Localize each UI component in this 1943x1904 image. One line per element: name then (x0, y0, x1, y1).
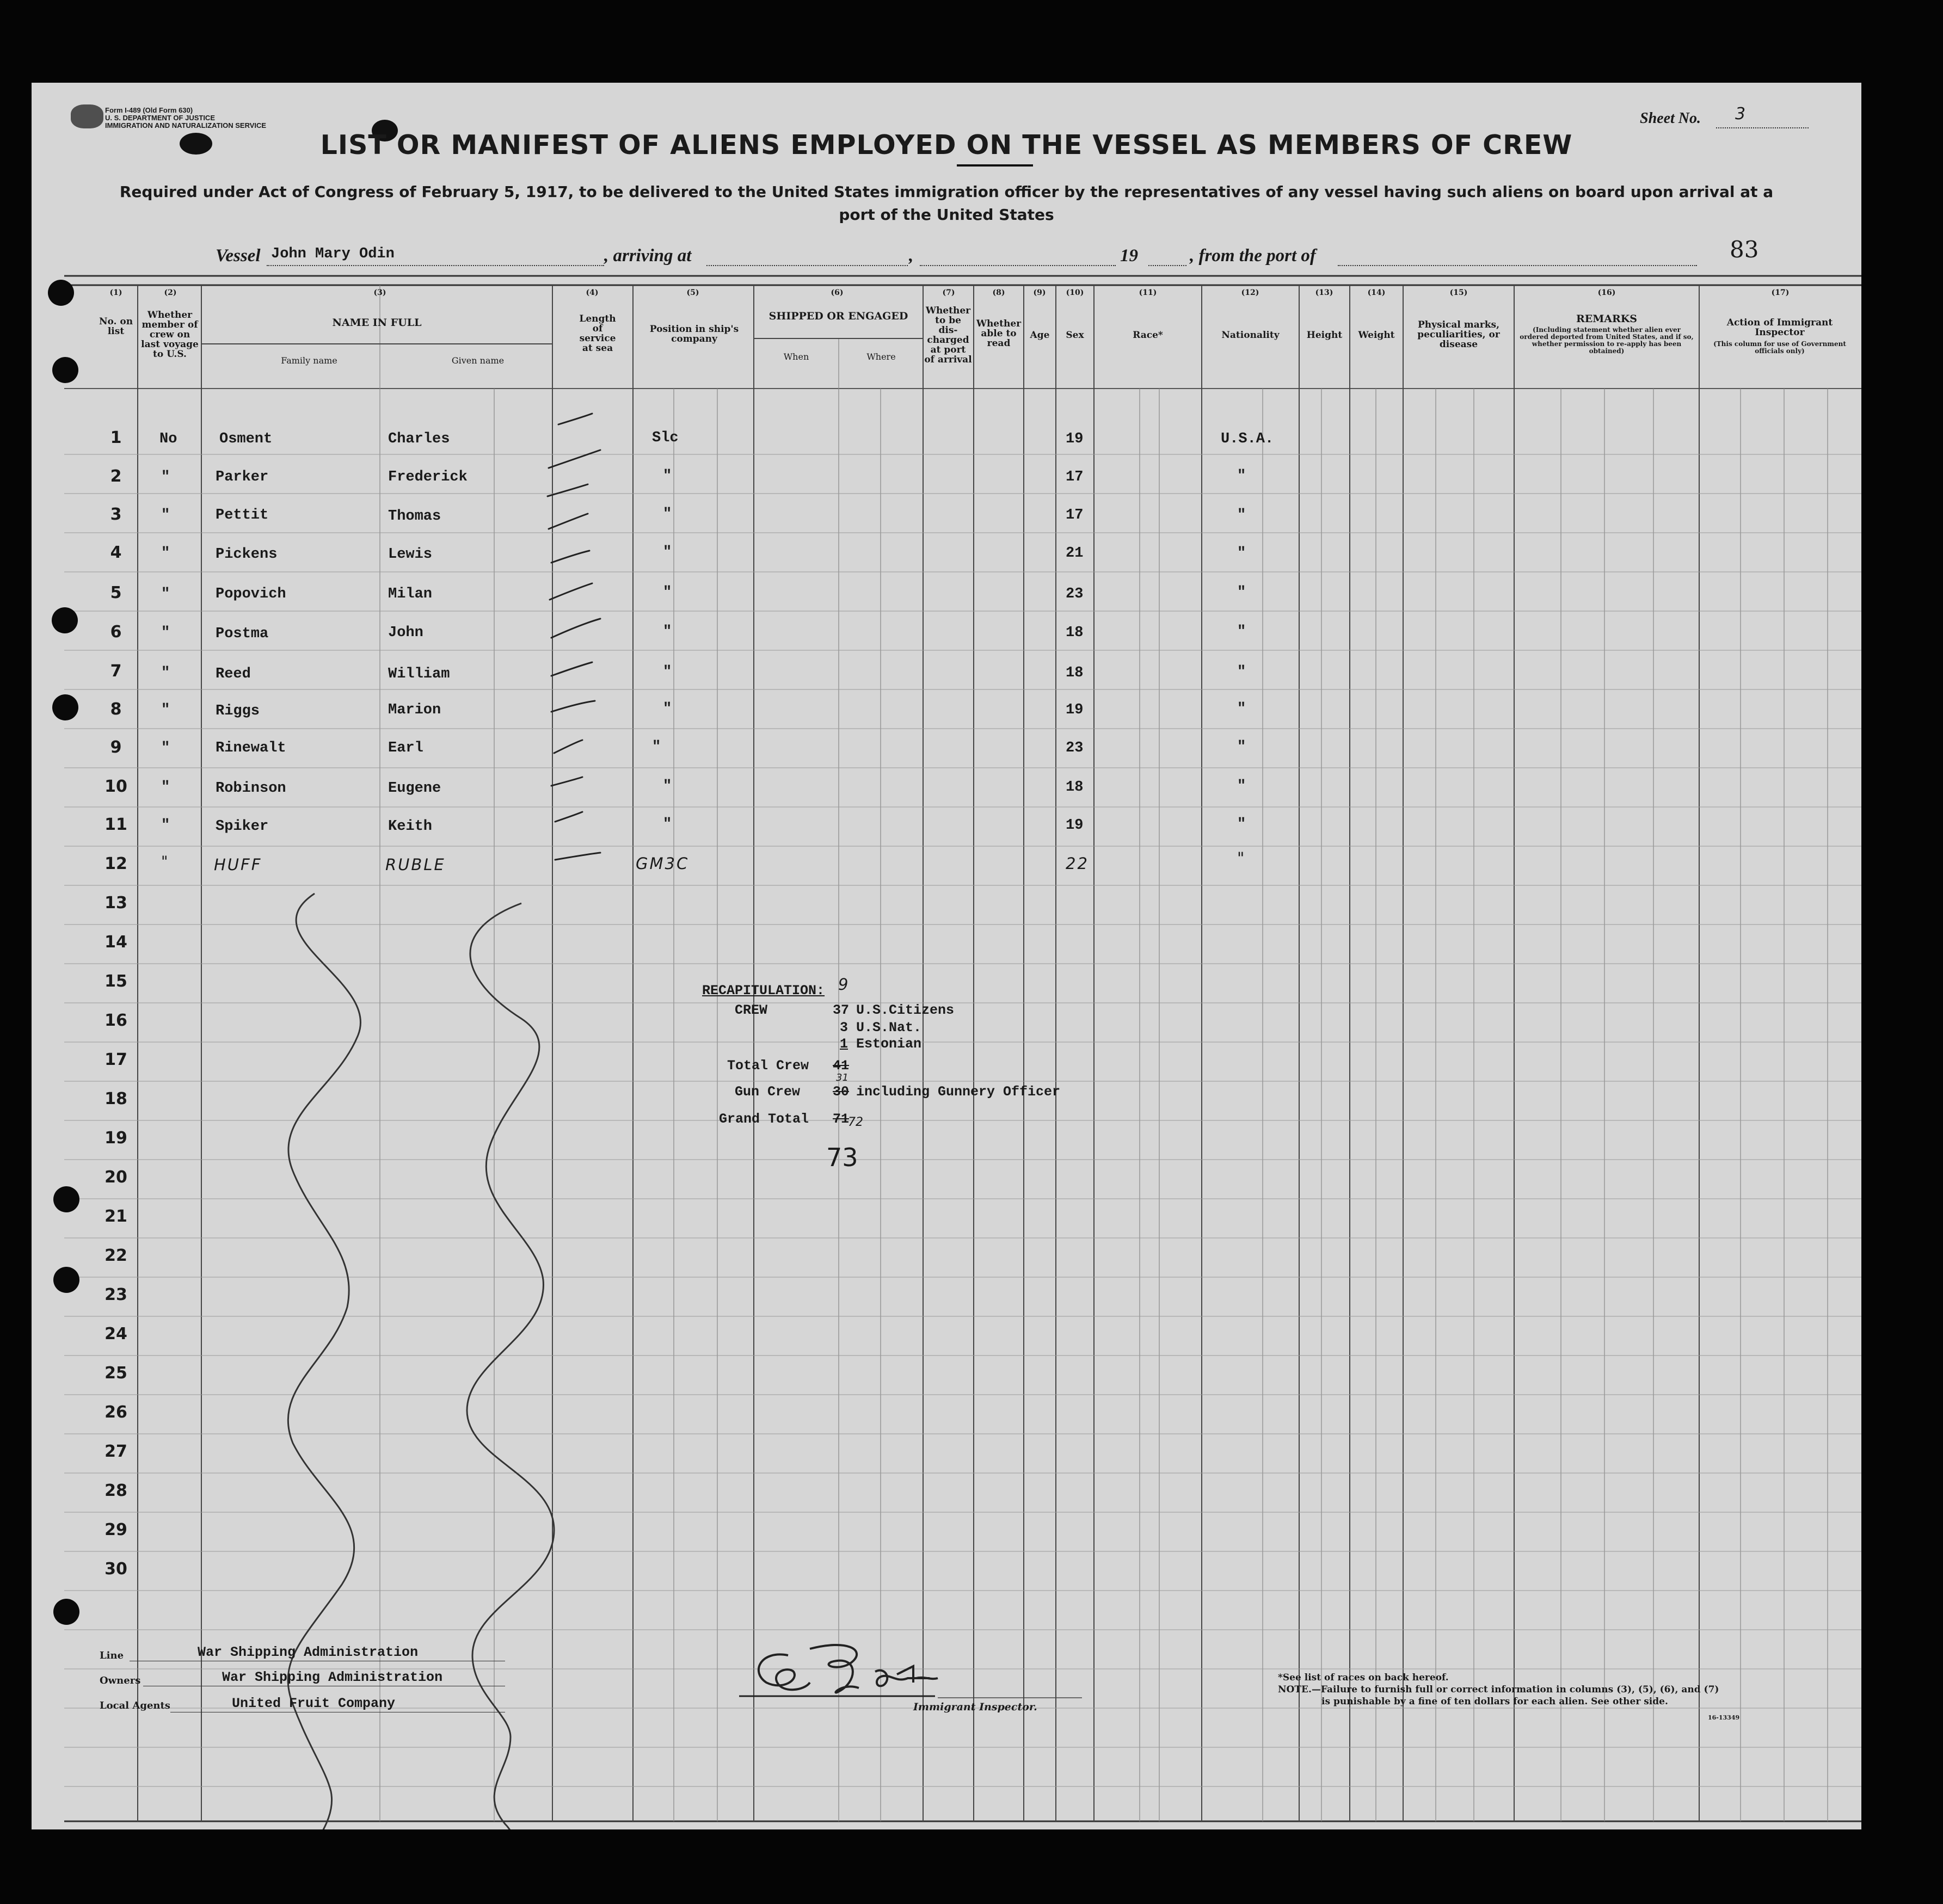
cell-nationality: " (1237, 584, 1246, 601)
row-number: 5 (110, 583, 122, 602)
recap-gun-label: Gun Crew (735, 1084, 801, 1100)
note-text1: —Failure to furnish full or correct information in columns (3), (5), (6), and (7) (1311, 1684, 1719, 1695)
vessel-label: Vessel (216, 246, 261, 266)
recap-gun-note: including Gunnery Officer (856, 1084, 1061, 1100)
col-num-2: (2) (164, 288, 177, 297)
row-number: 14 (104, 933, 127, 952)
hdr-no-on-list: No. on list (99, 316, 133, 337)
row-number: 11 (104, 815, 127, 834)
hdr-sex: Sex (1066, 330, 1084, 341)
recap-grand-label: Grand Total (719, 1111, 809, 1127)
binder-hole (52, 694, 78, 720)
col-num-15: (15) (1449, 288, 1468, 297)
cell-family-name: Postma (216, 626, 269, 642)
col-num-9: (9) (1033, 288, 1046, 297)
service: IMMIGRATION AND NATURALIZATION SERVICE (105, 121, 267, 130)
row-number: 4 (110, 543, 122, 562)
col-num-8: (8) (992, 288, 1005, 297)
cell-member: " (161, 779, 170, 796)
row-number: 8 (110, 700, 122, 719)
cell-age: 18 (1066, 779, 1084, 796)
cell-family-name: Spiker (216, 818, 269, 835)
col-num-12: (12) (1241, 288, 1259, 297)
cell-given-name: Milan (388, 586, 433, 602)
cell-position: " (663, 664, 672, 680)
row-number: 15 (104, 972, 127, 991)
line-label: Line (100, 1650, 124, 1661)
row-number: 18 (104, 1089, 127, 1108)
cell-given-name: Keith (388, 818, 433, 835)
hdr-when: When (783, 352, 809, 362)
hdr-where: Where (866, 352, 896, 362)
cell-given-name: John (388, 625, 423, 641)
col-num-1: (1) (109, 288, 122, 297)
binder-hole (53, 1186, 79, 1212)
form-number: Form I-489 (Old Form 630) (105, 106, 193, 114)
recap-grand-num: 71 (833, 1111, 850, 1127)
row-number: 19 (104, 1129, 127, 1148)
row-number: 23 (104, 1285, 127, 1304)
hdr-member-last-voyage: Whether member of crew on last voyage to U.S. (141, 310, 199, 360)
cell-position: " (663, 624, 672, 640)
cell-position: " (663, 701, 672, 717)
cell-given-name: Thomas (388, 508, 441, 525)
col-num-6: (6) (831, 288, 844, 297)
arriving-label: , arriving at (604, 246, 692, 266)
cell-family-name: Osment (219, 431, 273, 447)
cell-position: " (663, 506, 672, 522)
cell-nationality: " (1237, 624, 1246, 640)
recap-gun-correction: 31 (836, 1072, 848, 1083)
recap-gun-num: 30 (833, 1084, 850, 1100)
cell-age: 23 (1066, 740, 1084, 756)
cell-member: " (161, 507, 170, 523)
cell-member: No (159, 431, 177, 447)
hdr-remarks: REMARKS (1576, 313, 1638, 325)
cell-family-name: Pettit (216, 507, 269, 523)
cell-nationality: " (1237, 664, 1246, 680)
cell-nationality: " (1237, 468, 1246, 484)
cell-nationality: " (1237, 507, 1246, 523)
cell-age: 21 (1066, 545, 1084, 562)
cell-position: " (663, 584, 672, 601)
year-label: 19 (1120, 246, 1138, 266)
hdr-able-read: Whether able to read (976, 318, 1022, 349)
row-number: 16 (104, 1011, 127, 1030)
recap-estonian-num: 1 (840, 1036, 848, 1052)
races-note: *See list of races on back hereof. (1278, 1672, 1449, 1683)
row-number: 22 (104, 1246, 127, 1265)
recap-nat-label: U.S.Nat. (856, 1020, 922, 1036)
agents-label: Local Agents (100, 1700, 170, 1711)
hdr-weight: Weight (1358, 330, 1395, 341)
row-number: 25 (104, 1364, 127, 1383)
cell-family-name: Rinewalt (216, 740, 286, 756)
recap-estonian-label: Estonian (856, 1036, 922, 1052)
cell-age: 22 (1066, 854, 1089, 873)
cell-given-name: Eugene (388, 780, 441, 797)
recap-grand-correction: 72 (848, 1116, 863, 1129)
recap-nat-num: 3 (840, 1020, 848, 1036)
cell-age: 19 (1066, 817, 1084, 834)
cell-member: " (161, 853, 168, 870)
cell-given-name: Lewis (388, 546, 433, 563)
row-number: 2 (110, 467, 122, 486)
cell-member: " (161, 665, 170, 681)
binder-hole (48, 280, 74, 306)
hdr-position: Position in ship's company (649, 324, 739, 344)
col-num-7: (7) (942, 288, 955, 297)
cell-family-name: Pickens (216, 546, 278, 563)
hdr-action: Action of Immigrant Inspector (1726, 317, 1833, 338)
page-title: LIST OR MANIFEST OF ALIENS EMPLOYED ON THE VESSEL AS MEMBERS OF CREW (320, 130, 1573, 161)
hdr-race: Race* (1133, 330, 1163, 341)
hdr-height: Height (1306, 330, 1343, 341)
binder-hole (52, 607, 78, 633)
recap-crew-label: CREW (735, 1002, 768, 1018)
recap-total-label: Total Crew (727, 1058, 809, 1074)
recap-citizens-correction: 9 (838, 975, 848, 994)
hdr-remarks-note: (Including statement whether alien ever ordered deported from United States, and if so, whether permission to re-apply has been obtained) (1520, 326, 1694, 355)
cell-position: " (663, 468, 672, 484)
cell-given-name: William (388, 666, 450, 682)
cell-given-name: Earl (388, 740, 423, 756)
cell-member: " (161, 817, 170, 834)
cell-family-name: Reed (216, 666, 251, 682)
binder-hole (53, 1599, 79, 1625)
cell-position: GM3C (636, 854, 690, 873)
agents-value: United Fruit Company (232, 1696, 396, 1711)
owners-label: Owners (100, 1675, 141, 1686)
row-number: 10 (104, 777, 127, 796)
hdr-given-name: Given name (451, 355, 505, 366)
hdr-physical-marks: Physical marks, peculiarities, or disease (1417, 319, 1500, 350)
col-num-11: (11) (1139, 288, 1157, 297)
col-num-4: (4) (586, 288, 599, 297)
cell-family-name: Parker (216, 469, 269, 485)
recap-total-num: 41 (833, 1058, 850, 1074)
recap-citizens-num: 37 (833, 1002, 850, 1018)
col-num-10: (10) (1066, 288, 1084, 297)
line-value: War Shipping Administration (198, 1644, 419, 1660)
hdr-name-in-full: NAME IN FULL (332, 317, 422, 329)
cell-given-name: Marion (388, 702, 441, 718)
col-num-17: (17) (1771, 288, 1790, 297)
cell-family-name: HUFF (214, 855, 262, 874)
cell-given-name: Charles (388, 431, 450, 447)
cell-age: 19 (1066, 702, 1084, 718)
recap-heading: RECAPITULATION: (702, 983, 825, 999)
cell-position: " (663, 816, 672, 833)
row-number: 9 (110, 738, 122, 757)
page-number: 83 (1730, 236, 1759, 263)
row-number: 24 (104, 1324, 127, 1344)
subtitle-line1: Required under Act of Congress of February 5, 1917, to be delivered to the United States immigration officer by the representatives of any vessel having such aliens on board upon arrival at a (119, 183, 1774, 201)
port-label: , from the port of (1190, 246, 1316, 266)
cell-position: " (663, 778, 672, 794)
col-num-3: (3) (373, 288, 386, 297)
cell-member: " (161, 469, 170, 485)
col-num-13: (13) (1315, 288, 1333, 297)
inspector-label: Immigrant Inspector. (913, 1701, 1037, 1713)
manifest-sheet: Form I-489 (Old Form 630) U. S. DEPARTMENT OF JUSTICE IMMIGRATION AND NATURALIZATION SERVICE Sheet No. 3 LIST OR MANIFEST OF ALIENS EMPLOYED ON THE VESSEL AS MEMBERS OF CREW Required under Act of Congress of February 5, 1917, to be delivered to the United States immigration officer by the representatives of any vessel having such aliens on board upon arrival at a port of the United States Vessel John Mary Odin , arriving at , 19 , from the port of 83 (1) (2) (3) (4) (5) (6) (7) (8) (9) (10) (11) (12) (13) (14) (15) (16) (17) No. on list Whether member of crew on last voyage to U.S. NAME IN FULL Family name Given name Length of service at sea Position in ship's company SHIPPED OR ENGAGED When Where Whether to be dis-charged at port of arrival Whether able to read Age Sex Race* Nationality Height Weight Physical marks, peculiarities, or disease REMARKS (Including statement whether alien ever ordered deported from United States, and if so, whether permission to re-apply has been obtained) Action of Immigrant Inspector (This column for use of Government officials only) 1 No Osment Charles Slc 19 U.S.A. 2 " Parker Frederick " 17 " 3 " Pettit Thomas " 17 " 4 " Pickens Lewis " 21 " 5 " Popovich Milan " 23 " 6 " Postma John " 18 " 7 " Reed William " 18 " 8 " Riggs Marion " 19 " 9 " Rinewalt Earl " 23 " 10 " Robinson Eugene " 18 " 11 " Spiker Keith " 19 " 12 " HUFF RUBLE GM3C 22 " 13 14 15 16 17 18 19 20 21 22 23 24 25 26 27 28 29 30 RECAPITULATION: 9 CREW 37 U.S.Citizens 3 U.S.Nat. 1 Estonian Total Crew 41 31 Gun Crew 30 including Gunnery Officer Grand Total 71 72 73 Line War Shipping Administration Owners War Shipping Administration Local Agents United Fruit Company Immigrant Inspector. *See list of races on back hereof. NOTE.—Failure to furnish full or correct information in columns (3), (5), (6), and (7) is punishable by a fine of ten dollars for each alien. See other side. 16-13349 (32, 83, 1861, 1829)
cell-age: 18 (1066, 665, 1084, 681)
cell-nationality: " (1237, 816, 1246, 833)
cell-nationality: " (1237, 739, 1246, 755)
recap-grand-final: 73 (826, 1143, 858, 1172)
row-number: 7 (110, 662, 122, 681)
col-num-16: (16) (1597, 288, 1616, 297)
cell-age: 17 (1066, 469, 1084, 485)
hdr-discharged: Whether to be dis-charged at port of arrival (924, 305, 972, 365)
row-number: 6 (110, 623, 122, 642)
cell-position: Slc (652, 430, 679, 446)
hdr-family-name: Family name (281, 355, 337, 366)
cell-family-name: Popovich (216, 586, 286, 602)
cell-nationality: " (1237, 545, 1246, 562)
row-number: 28 (104, 1481, 127, 1500)
cell-nationality: " (1237, 701, 1246, 717)
row-number: 27 (104, 1442, 127, 1461)
subtitle-line2: port of the United States (839, 206, 1054, 224)
cell-nationality: " (1237, 849, 1246, 867)
department: U. S. DEPARTMENT OF JUSTICE (105, 114, 215, 122)
row-number: 1 (110, 428, 122, 447)
row-number: 13 (104, 894, 127, 913)
cell-family-name: Robinson (216, 780, 286, 797)
sheet-label: Sheet No. (1640, 110, 1701, 127)
cell-given-name: RUBLE (385, 855, 446, 874)
col-num-5: (5) (686, 288, 699, 297)
cell-age: 19 (1066, 431, 1084, 447)
recap-citizens-label: U.S.Citizens (856, 1002, 955, 1018)
owners-value: War Shipping Administration (222, 1669, 443, 1685)
row-number: 3 (110, 505, 122, 524)
hdr-nationality: Nationality (1221, 330, 1280, 341)
cell-member: " (161, 586, 170, 602)
hdr-action-note: (This column for use of Government officials only) (1713, 340, 1846, 355)
hdr-age: Age (1030, 330, 1050, 341)
note-text2: is punishable by a fine of ten dollars for each alien. See other side. (1321, 1696, 1668, 1707)
cell-position: " (652, 739, 661, 755)
cell-family-name: Riggs (216, 703, 260, 719)
binder-hole (52, 357, 78, 383)
binder-hole (53, 1267, 79, 1293)
cell-member: " (161, 545, 170, 562)
hdr-shipped-engaged: SHIPPED OR ENGAGED (768, 310, 908, 322)
cell-age: 18 (1066, 625, 1084, 641)
cell-given-name: Frederick (388, 469, 468, 485)
print-code: 16-13349 (1708, 1714, 1740, 1721)
note-label: NOTE. (1278, 1684, 1312, 1695)
col-num-14: (14) (1367, 288, 1386, 297)
cell-member: " (161, 702, 170, 718)
cell-nationality: " (1237, 778, 1246, 794)
cell-member: " (161, 740, 170, 756)
row-number: 26 (104, 1403, 127, 1422)
cell-age: 17 (1066, 507, 1084, 523)
cell-age: 23 (1066, 586, 1084, 602)
row-number: 30 (104, 1560, 127, 1579)
sheet-number: 3 (1735, 104, 1748, 124)
row-number: 12 (104, 854, 127, 873)
cell-position: " (663, 544, 672, 560)
row-number: 20 (104, 1168, 127, 1187)
row-number: 29 (104, 1520, 127, 1539)
row-number: 17 (104, 1050, 127, 1069)
cell-member: " (161, 625, 170, 641)
row-number: 21 (104, 1207, 127, 1226)
cell-nationality: U.S.A. (1221, 431, 1274, 447)
vessel-name: John Mary Odin (271, 246, 395, 262)
hdr-length-service: Length of service at sea (579, 313, 616, 354)
